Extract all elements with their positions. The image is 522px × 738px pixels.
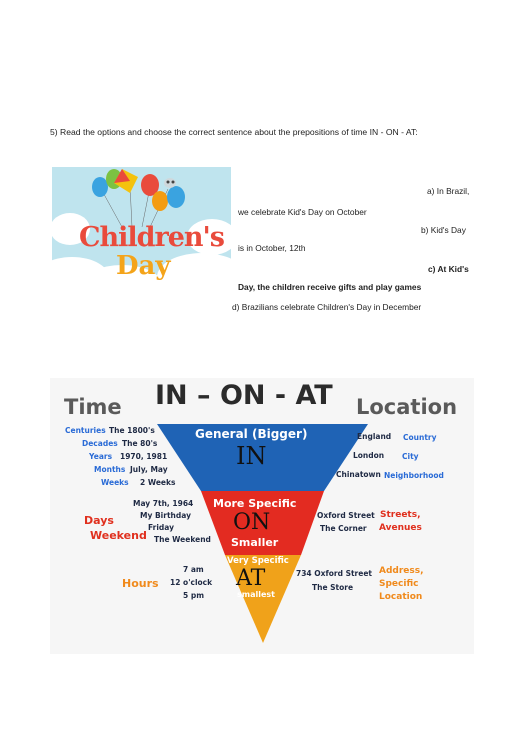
on-word: ON [233, 510, 271, 535]
place-the-store: The Store [312, 583, 354, 592]
on-band-label: More Specific [213, 497, 297, 510]
time-label-centuries: Centuries [65, 426, 106, 435]
place-type-location: Location [379, 592, 423, 602]
card-title-day: Day [116, 251, 171, 281]
place-type-avenues: Avenues [379, 523, 422, 533]
place-london: London [353, 451, 385, 460]
in-word: IN [236, 442, 267, 470]
on-time-birthday: My Birthday [140, 511, 191, 520]
at-band-label: Very Specific [227, 556, 289, 566]
place-type-streets: Streets, [380, 510, 421, 520]
option-c-line1: c) At Kid's [428, 264, 469, 274]
on-sub-label: Smaller [231, 536, 279, 549]
at-word: AT [236, 566, 266, 591]
time-value-months: July, May [130, 465, 168, 474]
time-value-1800s: The 1800's [109, 426, 155, 435]
place-type-specific: Specific [379, 579, 419, 589]
childrens-day-image [52, 167, 231, 285]
option-b-line2: is in October, 12th [238, 243, 306, 253]
place-type-address: Address, [379, 566, 424, 576]
place-oxford-street: Oxford Street [317, 511, 375, 520]
time-value-years: 1970, 1981 [120, 452, 168, 461]
in-on-at-infographic [50, 378, 474, 654]
option-a-line2: we celebrate Kid's Day on October [238, 207, 367, 217]
place-the-corner: The Corner [320, 524, 367, 533]
in-band-label: General (Bigger) [195, 427, 308, 441]
at-time-5pm: 5 pm [183, 591, 205, 600]
at-time-12oclock: 12 o'clock [170, 578, 213, 587]
time-value-weeks: 2 Weeks [140, 478, 176, 487]
time-heading: Time [64, 395, 122, 419]
at-label-hours: Hours [122, 577, 159, 590]
time-label-months: Months [94, 465, 126, 474]
time-value-80s: The 80's [122, 439, 158, 448]
time-label-decades: Decades [82, 439, 118, 448]
place-type-city: City [402, 452, 419, 461]
on-label-weekend: Weekend [90, 529, 147, 542]
time-label-weeks: Weeks [101, 478, 129, 487]
question-text: 5) Read the options and choose the correct sentence about the prepositions of time IN - ON - AT: [50, 127, 418, 137]
on-label-days: Days [84, 514, 114, 527]
option-c-line2: Day, the children receive gifts and play games [238, 282, 422, 292]
place-type-country: Country [403, 433, 437, 442]
place-england: England [357, 432, 392, 441]
infographic-title: IN – ON - AT [155, 380, 333, 411]
on-time-date: May 7th, 1964 [133, 499, 194, 508]
place-type-neighborhood: Neighborhood [384, 471, 444, 480]
option-d: d) Brazilians celebrate Children's Day in December [232, 302, 422, 312]
at-time-7am: 7 am [183, 565, 204, 574]
location-heading: Location [356, 395, 458, 419]
card-title-childrens: Children's [79, 222, 225, 253]
place-chinatown: Chinatown [336, 470, 381, 479]
on-time-friday: Friday [148, 523, 175, 532]
at-sub-label: smallest [237, 590, 275, 599]
option-a-line1: a) In Brazil, [427, 186, 470, 196]
place-734-oxford-street: 734 Oxford Street [296, 569, 373, 578]
on-time-weekend: The Weekend [154, 535, 211, 544]
time-label-years: Years [89, 452, 113, 461]
option-b-line1: b) Kid's Day [421, 225, 466, 235]
